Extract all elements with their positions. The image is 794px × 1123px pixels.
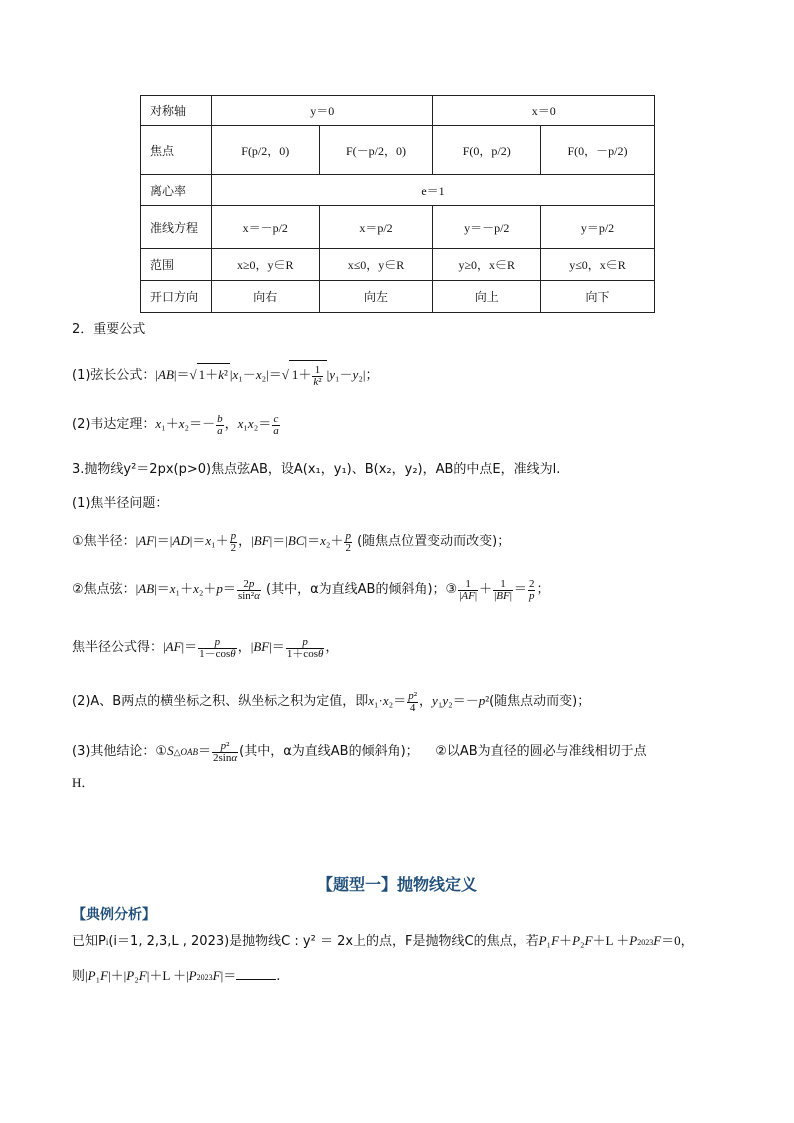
focal-chord-formula: ②焦点弦：|AB|＝x₁＋x₂＋p＝ $\frac{2p}{\text{sin²α}}$ (其中，α为直线AB的倾斜角)；③ $\frac{1}{|AF|}$ ＋ $\frac{1}{|BF|}$ ＝ $\frac{2}{p}$ ； <box>72 577 550 602</box>
table-cell: x＝p/2 <box>319 206 433 249</box>
formula-label: (1)弦长公式： <box>72 368 156 383</box>
formula-label: ②焦点弦： <box>72 582 136 597</box>
table-cell: x≥0，y∈R <box>212 249 320 281</box>
focal-radius-formula: ①焦半径：|AF|＝|AD|＝x₁＋ $\frac{p}{2}$ ，|BF|＝|BC|＝x₂＋ $\frac{p}{2}$ (随焦点位置变动而改变)； <box>72 529 511 554</box>
focal-radius-heading: (1)焦半径问题： <box>72 496 169 511</box>
vieta-formula: (2)韦达定理：x₁＋x₂＝－ $\frac{b}{a}$ ，x₁x₂＝ $\frac{c}{a}$ <box>72 412 279 437</box>
table-cell: F(p/2，0) <box>212 126 320 175</box>
formula-text: ②以AB为直径的圆必与准线相切于点 <box>435 744 647 759</box>
row-label: 范围 <box>141 249 212 281</box>
row-label: 焦点 <box>141 126 212 175</box>
example-heading: 【典例分析】 <box>72 907 156 923</box>
table-row <box>141 249 655 281</box>
formula-note: (随焦点位置变动而改变)； <box>357 534 511 549</box>
answer-blank[interactable] <box>236 967 276 980</box>
table-row <box>141 96 655 126</box>
conclusion-tail: H． <box>72 775 95 790</box>
problem-text: (i＝1, 2,3,L , 2023)是抛物线C : y² ＝ 2x上的点，F是抛物线C的焦点，若 <box>108 934 539 949</box>
table-cell: y≥0，x∈R <box>433 249 541 281</box>
table-cell: x＝0 <box>433 96 655 126</box>
table-cell: y＝0 <box>212 96 433 126</box>
table-cell: y＝－p/2 <box>433 206 541 249</box>
table-row <box>141 206 655 249</box>
problem-text: 则 <box>72 969 86 984</box>
formula-note: (其中，α为直线AB的倾斜角)； <box>239 744 419 759</box>
table-cell: x＝－p/2 <box>212 206 320 249</box>
focal-chord-setup: 3.抛物线y²＝2px(p>0)焦点弦AB，设A(x₁，y₁)、B(x₂，y₂)，AB的中点E，准线为l. <box>72 462 561 477</box>
formula-note: (随焦点动而变)； <box>489 694 591 709</box>
problem-line-1: 已知Pi(i＝1, 2,3,L , 2023)是抛物线C : y² ＝ 2x上的点，F是抛物线C的焦点，若P₁F＋P₂F＋L ＋P2023F＝0， <box>72 933 694 949</box>
table-row <box>141 126 655 175</box>
table-row <box>141 281 655 313</box>
table-cell: F(－p/2，0) <box>319 126 433 175</box>
row-label: 离心率 <box>141 175 212 206</box>
table-cell: 向下 <box>541 281 655 313</box>
row-label: 准线方程 <box>141 206 212 249</box>
table-cell: F(0，p/2) <box>433 126 541 175</box>
table-cell: x≤0，y∈R <box>319 249 433 281</box>
problem-text: 已知P <box>72 934 106 949</box>
formula-text: (2)A、B两点的横坐标之积、纵坐标之积为定值，即 <box>72 694 369 709</box>
problem-line-2: 则|P₁F|＋|P₂F|＋L ＋|P2023F|＝ . <box>72 968 281 984</box>
formula-note: (其中，α为直线AB的倾斜角)；③ <box>266 582 458 597</box>
row-label: 对称轴 <box>141 96 212 126</box>
problem-text: ＝ <box>223 969 237 984</box>
table-cell: y≤0，x∈R <box>541 249 655 281</box>
table-cell: 向左 <box>319 281 433 313</box>
formula-text: (3)其他结论：① <box>72 744 168 759</box>
focal-radius-cos-formula: 焦半径公式得：|AF|＝ $\frac{p}{1-\cos\theta}$ ，|BF|＝ $\frac{p}{1+\cos\theta}$ ， <box>72 635 339 660</box>
row-label: 开口方向 <box>141 281 212 313</box>
table-cell: 向右 <box>212 281 320 313</box>
table-row <box>141 175 655 206</box>
section-heading: 2．重要公式 <box>72 322 146 337</box>
section-title: 【题型一】抛物线定义 <box>316 875 477 894</box>
table-cell: F(0，－p/2) <box>541 126 655 175</box>
formula-label: (2)韦达定理： <box>72 417 156 432</box>
product-formula: (2)A、B两点的横坐标之积、纵坐标之积为定值，即x₁·x₂＝ $\frac{\text{p²}}{4}$ ，y₁y₂＝－p²(随焦点动而变)； <box>72 689 591 714</box>
parabola-properties-table <box>140 95 655 313</box>
table-cell: 向上 <box>433 281 541 313</box>
formula-label: 焦半径公式得： <box>72 640 164 655</box>
chord-length-formula: (1)弦长公式：|AB|＝√ 1＋k² |x₁－x₂|＝√ 1＋ $\frac{1}{\text{k²}}$ |y₁－y₂|； <box>72 360 378 388</box>
problem-text: . <box>276 969 281 984</box>
table-cell: e＝1 <box>212 175 655 206</box>
other-conclusions: (3)其他结论：①S△OAB＝ $\frac{\text{p²}}{2\sin\alpha}$ (其中，α为直线AB的倾斜角)； ②以AB为直径的圆必与准线相切于点 <box>72 739 647 764</box>
formula-label: ①焦半径： <box>72 534 136 549</box>
table-cell: y＝p/2 <box>541 206 655 249</box>
